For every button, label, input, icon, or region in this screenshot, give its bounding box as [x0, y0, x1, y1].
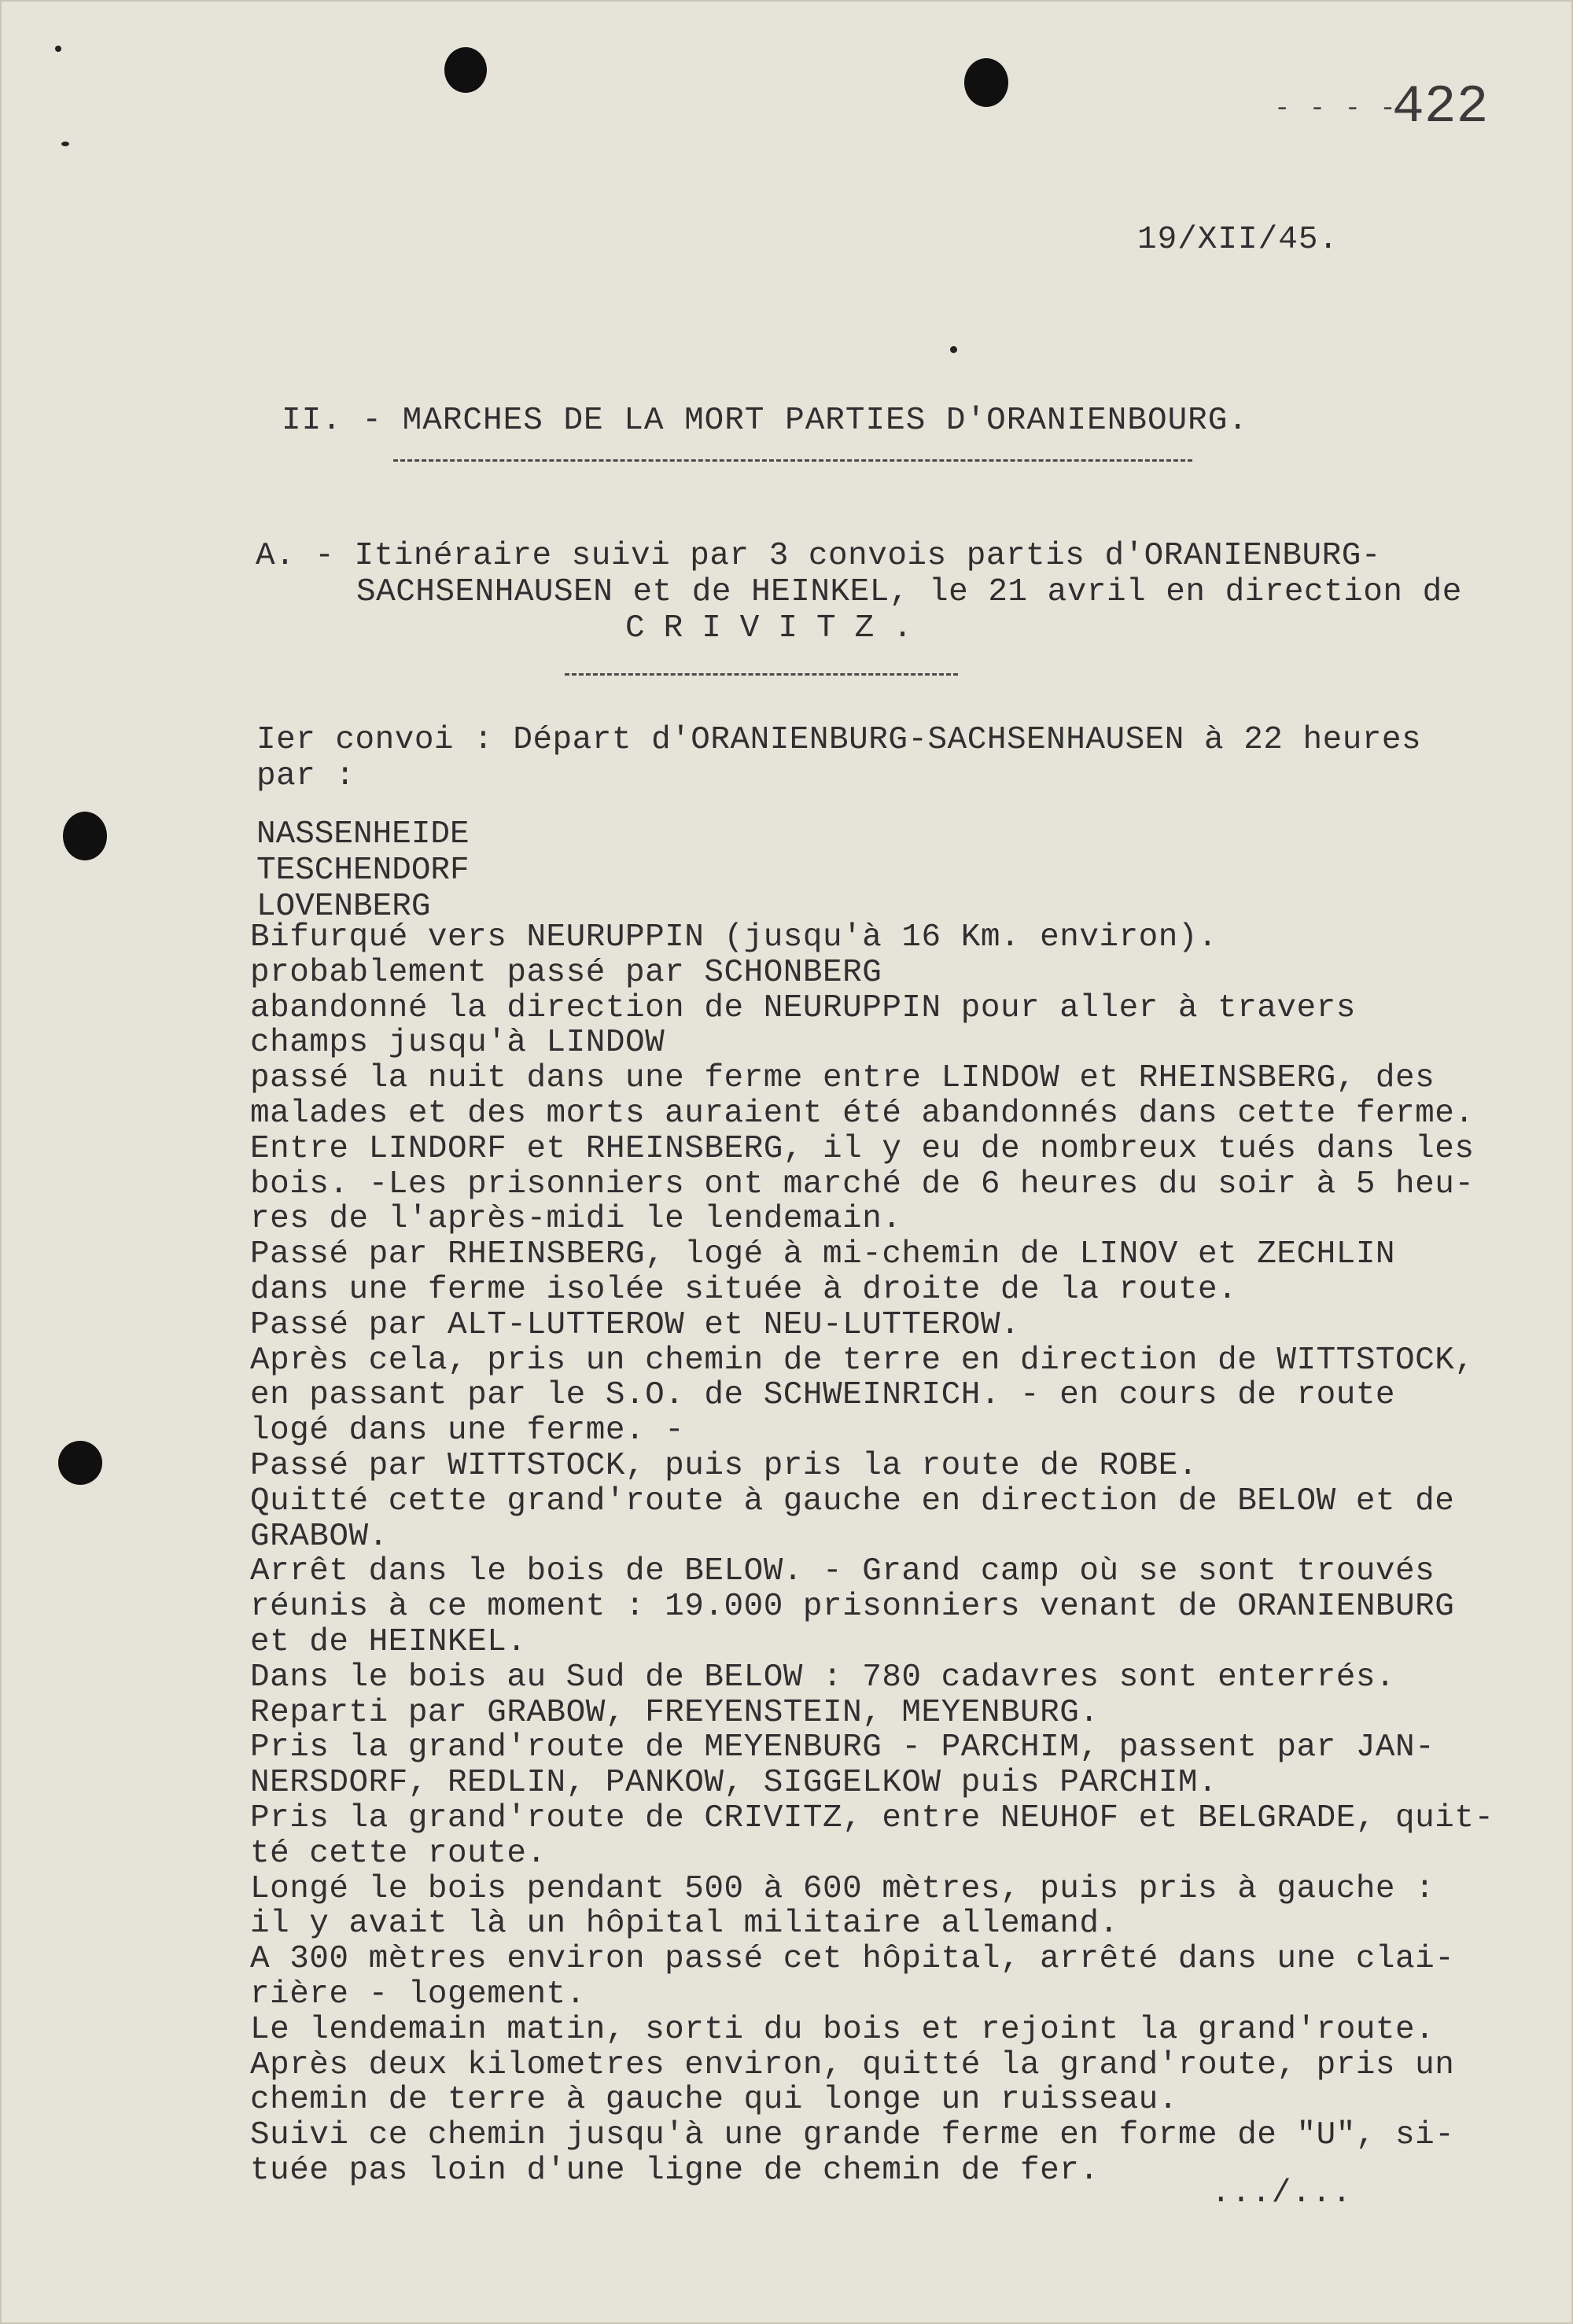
place-item: TESCHENDORF [256, 853, 470, 889]
itinerary-line: passé la nuit dans une ferme entre LINDOW et RHEINSBERG, des [250, 1060, 1435, 1097]
itinerary-line: A 300 mètres environ passé cet hôpital, arrêté dans une clai- [250, 1941, 1455, 1978]
document-date: 19/XII/45. [1137, 222, 1339, 258]
convoy-line: par : [256, 758, 355, 794]
speck-mark [61, 142, 69, 146]
place-item: LOVENBERG [256, 889, 431, 925]
itinerary-line: Entre LINDORF et RHEINSBERG, il y eu de nombreux tués dans les [250, 1130, 1475, 1167]
itinerary-line: réunis à ce moment : 19.000 prisonniers venant de ORANIENBURG [250, 1589, 1455, 1626]
punch-hole-top-right [964, 58, 1008, 107]
section-a-line: SACHSENHAUSEN et de HEINKEL, le 21 avril en direction de [356, 574, 1462, 610]
itinerary-line: Quitté cette grand'route à gauche en direction de BELOW et de [250, 1482, 1455, 1519]
itinerary-line: NERSDORF, REDLIN, PANKOW, SIGGELKOW puis PARCHIM. [250, 1765, 1218, 1802]
itinerary-line: Pris la grand'route de MEYENBURG - PARCHIM, passent par JAN- [250, 1729, 1435, 1766]
section-a-line: A. - Itinéraire suivi par 3 convois partis d'ORANIENBURG- [256, 538, 1381, 574]
title-underline [393, 459, 1192, 462]
itinerary-line: il y avait là un hôpital militaire allemand. [250, 1906, 1119, 1943]
punch-hole-left-lower [58, 1441, 102, 1485]
itinerary-line: Le lendemain matin, sorti du bois et rejoint la grand'route. [250, 2011, 1435, 2048]
itinerary-line: Dans le bois au Sud de BELOW : 780 cadavres sont enterrés. [250, 1659, 1396, 1696]
folio-number: 422 [1392, 77, 1489, 138]
itinerary-line: abandonné la direction de NEURUPPIN pour aller à travers [250, 989, 1356, 1026]
speck-mark [55, 46, 61, 52]
section-title: II. - MARCHES DE LA MORT PARTIES D'ORANIENBOURG. [282, 403, 1248, 439]
itinerary-line: tuée pas loin d'une ligne de chemin de fer. [250, 2152, 1100, 2189]
itinerary-line: rière - logement. [250, 1976, 586, 2013]
itinerary-line: Pris la grand'route de CRIVITZ, entre NEUHOF et BELGRADE, quit- [250, 1799, 1494, 1836]
itinerary-line: Reparti par GRABOW, FREYENSTEIN, MEYENBURG. [250, 1694, 1100, 1731]
itinerary-line: Passé par WITTSTOCK, puis pris la route de ROBE. [250, 1447, 1198, 1484]
itinerary-line: res de l'après-midi le lendemain. [250, 1201, 902, 1238]
itinerary-line: chemin de terre à gauche qui longe un ruisseau. [250, 2082, 1178, 2119]
place-list [256, 816, 470, 925]
punch-hole-top-left [444, 47, 487, 93]
itinerary-line: en passant par le S.O. de SCHWEINRICH. - en cours de route [250, 1377, 1396, 1414]
convoy-line: Ier convoi : Départ d'ORANIENBURG-SACHSENHAUSEN à 22 heures [256, 722, 1422, 758]
itinerary-line: logé dans une ferme. - [250, 1412, 685, 1449]
itinerary-line: té cette route. [250, 1835, 547, 1872]
itinerary-line: Suivi ce chemin jusqu'à une grande ferme en forme de "U", si- [250, 2117, 1455, 2154]
itinerary-line: probablement passé par SCHONBERG [250, 954, 882, 991]
itinerary-line: dans une ferme isolée située à droite de la route. [250, 1271, 1238, 1308]
itinerary-line: et de HEINKEL. [250, 1623, 527, 1660]
section-a-heading [256, 538, 1545, 646]
itinerary-line: bois. -Les prisonniers ont marché de 6 heures du soir à 5 heu- [250, 1166, 1475, 1203]
itinerary-line: Bifurqué vers NEURUPPIN (jusqu'à 16 Km. environ). [250, 919, 1218, 956]
speck-mark [950, 346, 957, 353]
section-a-underline [565, 673, 958, 676]
punch-hole-left-upper [63, 812, 107, 860]
itinerary-line: Après deux kilometres environ, quitté la grand'route, pris un [250, 2046, 1455, 2083]
place-item: NASSENHEIDE [256, 816, 470, 853]
itinerary-line: GRABOW. [250, 1518, 389, 1555]
folio-dash: - - - - [1274, 94, 1398, 124]
itinerary-line: malades et des morts auraient été abandonnés dans cette ferme. [250, 1095, 1475, 1132]
itinerary-line: Longé le bois pendant 500 à 600 mètres, puis pris à gauche : [250, 1870, 1435, 1907]
itinerary-line: Passé par ALT-LUTTEROW et NEU-LUTTEROW. [250, 1306, 1021, 1343]
continuation-mark: .../... [1211, 2175, 1353, 2212]
section-a-line: CRIVITZ. [625, 610, 931, 646]
itinerary-line: Après cela, pris un chemin de terre en direction de WITTSTOCK, [250, 1342, 1475, 1379]
itinerary-line: champs jusqu'à LINDOW [250, 1025, 665, 1062]
itinerary-line: Passé par RHEINSBERG, logé à mi-chemin de LINOV et ZECHLIN [250, 1236, 1396, 1273]
convoy-heading [256, 722, 1554, 794]
itinerary-line: Arrêt dans le bois de BELOW. - Grand camp où se sont trouvés [250, 1553, 1435, 1590]
itinerary-text [250, 920, 1556, 2189]
